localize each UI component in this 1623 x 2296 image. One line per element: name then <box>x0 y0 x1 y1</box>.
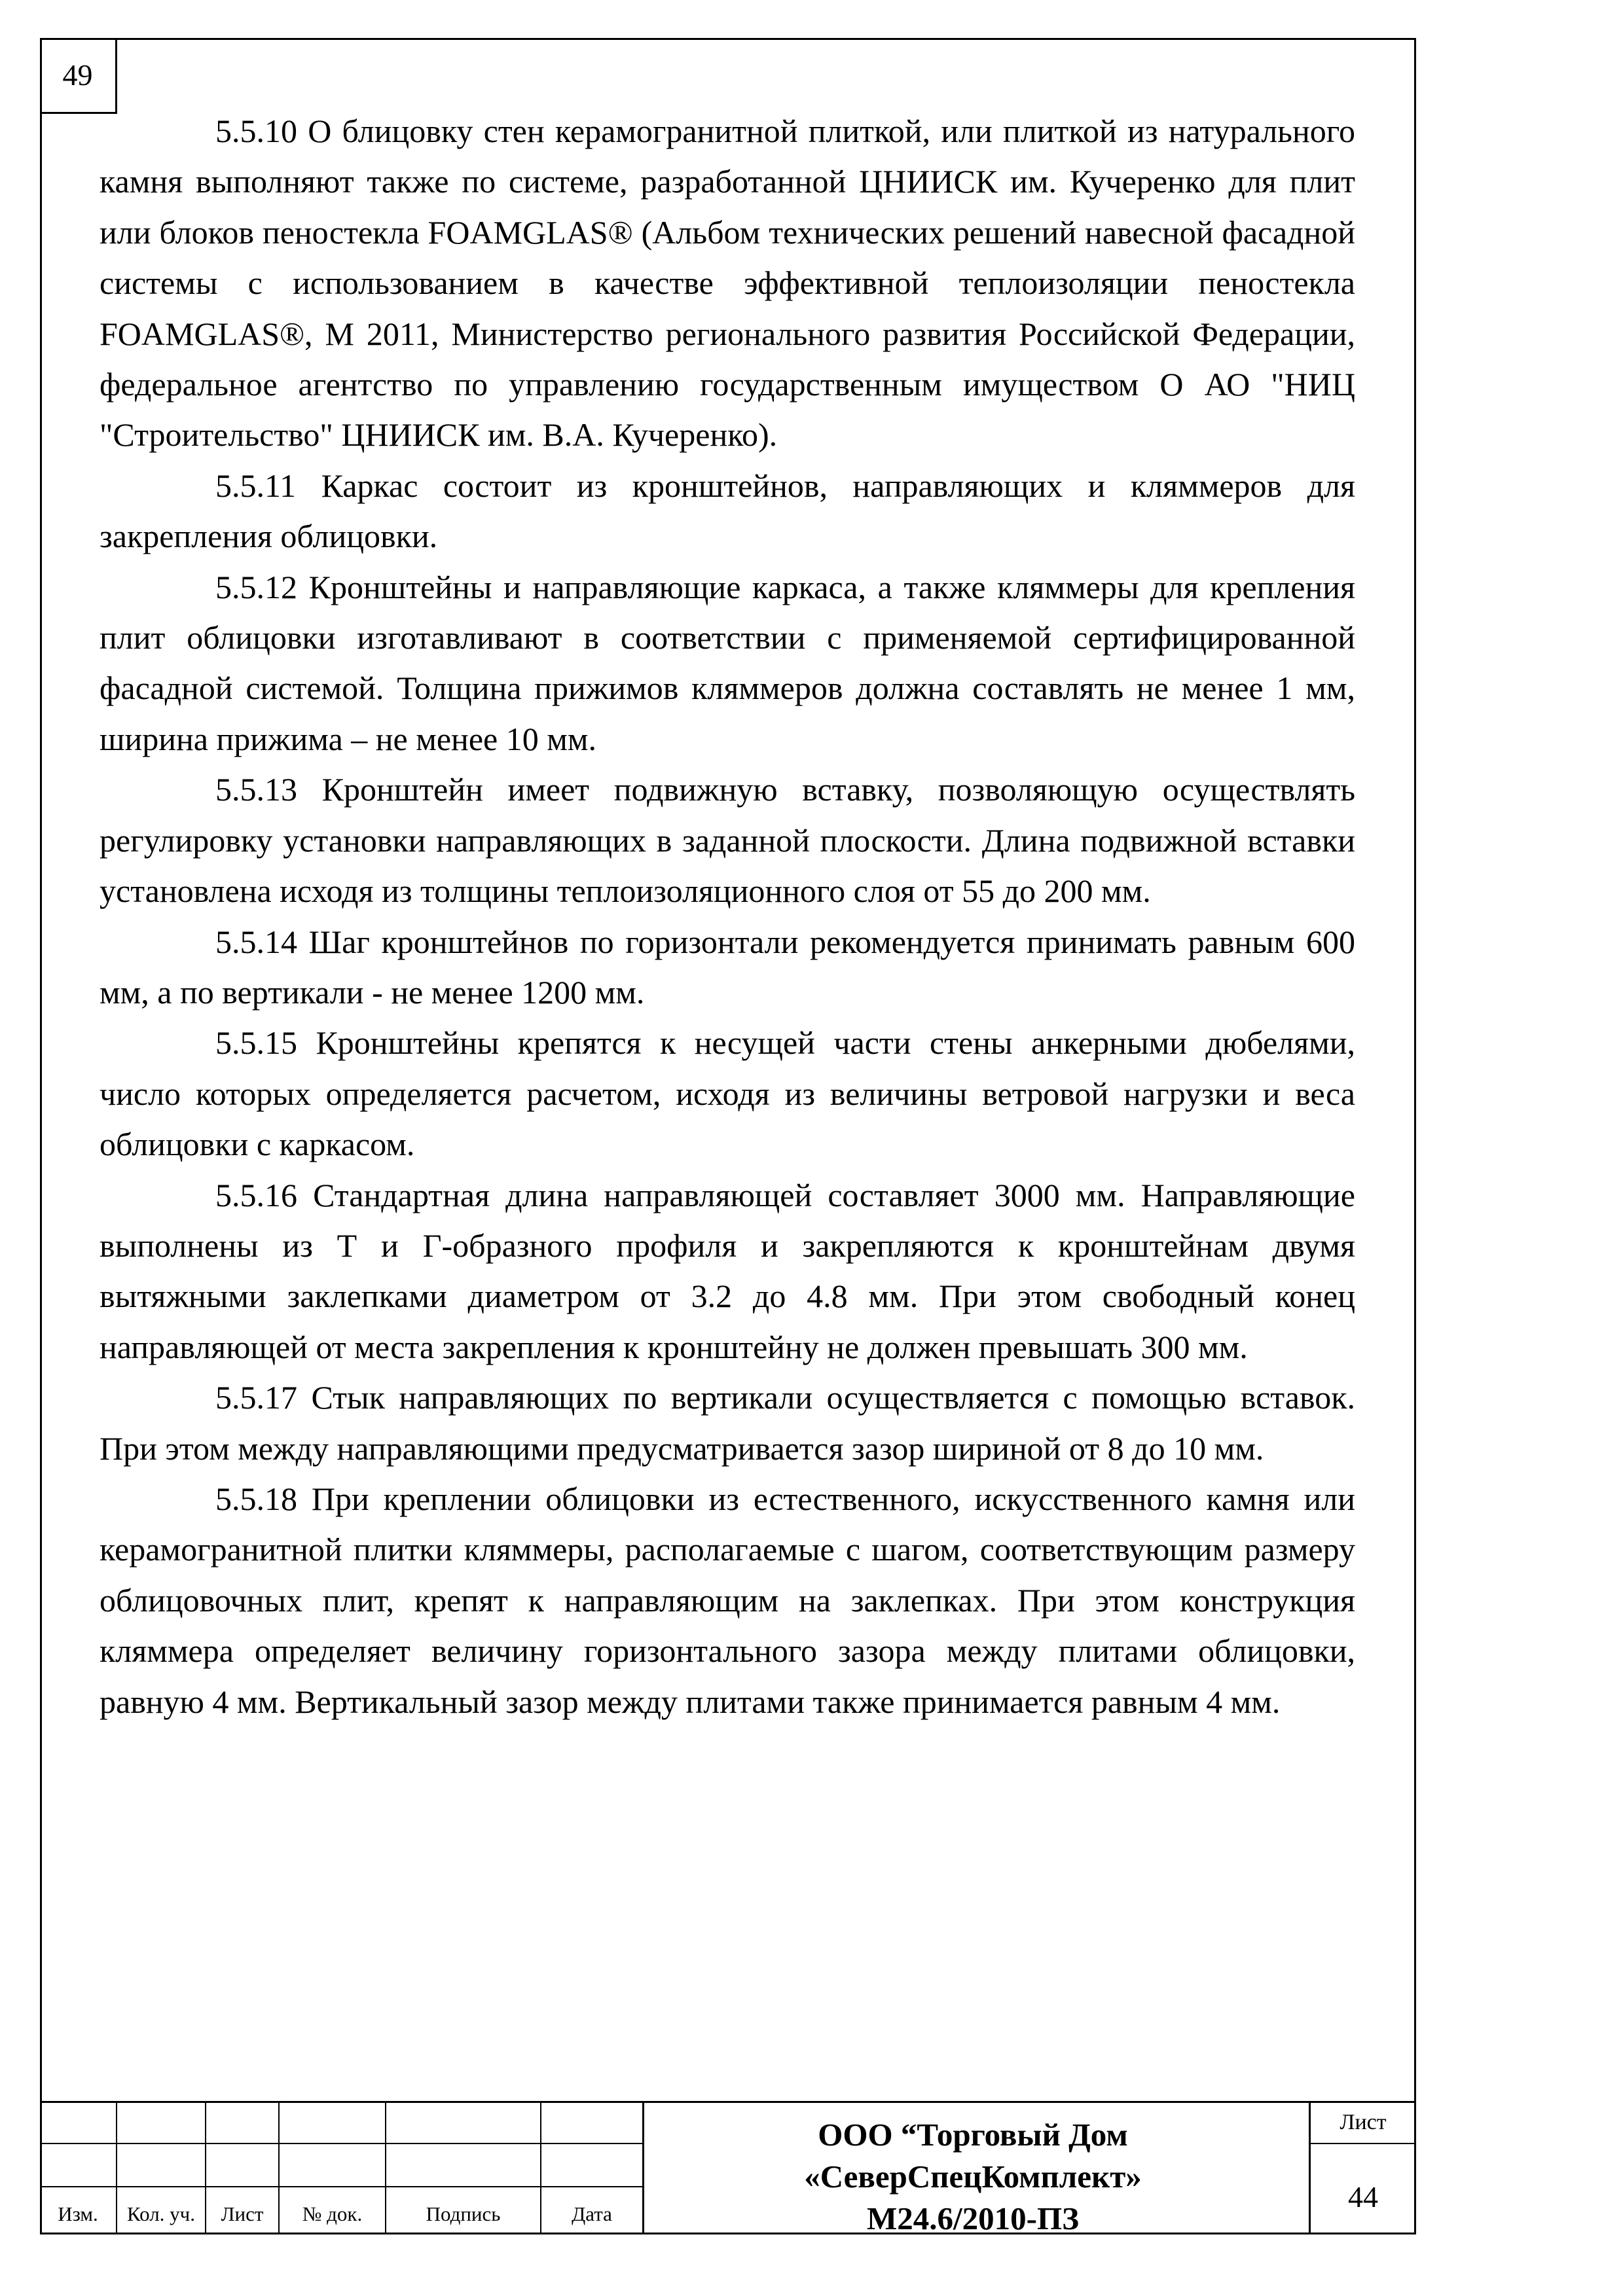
header-izm: Изм. <box>58 2202 98 2225</box>
header-list: Лист <box>221 2202 264 2225</box>
organization-name <box>642 2114 1304 2240</box>
page-marker: 49 <box>40 38 117 114</box>
organization-line-1: ООО “Торговый Дом <box>818 2117 1128 2153</box>
title-block <box>40 2101 1416 2234</box>
paragraph-5-5-17: 5.5.17 Стык направляющих по вертикали осуществляется с помощью вставок. При этом между направляющими предусматривается зазор шириной от 8 до 10 мм. <box>100 1379 1355 1467</box>
paragraph-5-5-10: 5.5.10 О блицовку стен керамогранитной плиткой, или плиткой из натурального камня выполняют также по системе, разработанной ЦНИИСК им. Кучеренко для плит или блоков пеностекла FOAMGLAS® (Альбом технических решений навесной фасадной системы с использованием в качестве эффективной теплоизоляции пеностекла FOAMGLAS®, М 2011, Министерство регионального развития Российской Федерации, федеральное агентство по управлению государственным имуществом О АО "НИЦ "Строительство" ЦНИИСК им. В.А. Кучеренко). <box>100 113 1355 454</box>
paragraph-5-5-18: 5.5.18 При креплении облицовки из естественного, искусственного камня или керамогранитной плитки кляммеры, располагаемые с шагом, соответствующим размеру облицовочных плит, крепят к направляющим на заклепках. При этом конструкция кляммера определяет величину горизонтального зазора между плитами облицовки, равную 4 мм. Вертикальный зазор между плитами также принимается равным 4 мм. <box>100 1480 1355 1720</box>
sheet-number: 44 <box>1348 2180 1378 2214</box>
paragraph-5-5-15: 5.5.15 Кронштейны крепятся к несущей части стены анкерными дюбелями, число которых определяется расчетом, исходя из величины ветровой нагрузки и веса облицовки с каркасом. <box>100 1024 1355 1163</box>
paragraph-5-5-12: 5.5.12 Кронштейны и направляющие каркаса, а также кляммеры для крепления плит облицовки изготавливают в соответствии с применяемой сертифицированной фасадной системой. Толщина прижимов кляммеров должна составлять не менее 1 мм, ширина прижима – не менее 10 мм. <box>100 568 1355 757</box>
header-doc-number: № док. <box>302 2202 363 2225</box>
header-kol-uch: Кол. уч. <box>126 2202 196 2225</box>
header-date: Дата <box>572 2202 612 2225</box>
document-code: М24.6/2010-ПЗ <box>867 2200 1079 2236</box>
sheet-label: Лист <box>1340 2110 1387 2134</box>
header-signature: Подпись <box>426 2202 501 2225</box>
paragraph-5-5-13: 5.5.13 Кронштейн имеет подвижную вставку, позволяющую осуществлять регулировку установки направляющих в заданной плоскости. Длина подвижной вставки установлена исходя из толщины теплоизоляционного слоя от 55 до 200 мм. <box>100 771 1355 910</box>
title-block-row-line-2 <box>40 2186 642 2187</box>
title-block-row-line-1 <box>40 2143 642 2144</box>
paragraph-5-5-11: 5.5.11 Каркас состоит из кронштейнов, направляющих и кляммеров для закрепления облицовки. <box>100 467 1355 555</box>
title-block-sheet-divider <box>1310 2143 1416 2144</box>
document-body <box>100 106 1355 1727</box>
paragraph-5-5-14: 5.5.14 Шаг кронштейнов по горизонтали рекомендуется принимать равным 600 мм, а по вертикали - не менее 1200 мм. <box>100 923 1355 1011</box>
paragraph-5-5-16: 5.5.16 Стандартная длина направляющей составляет 3000 мм. Направляющие выполнены из Т и Г-образного профиля и закрепляются к кронштейнам двумя вытяжными заклепками диаметром от 3.2 до 4.8 мм. При этом свободный конец направляющей от места закрепления к кронштейну не должен превышать 300 мм. <box>100 1176 1355 1365</box>
organization-line-2: «СеверСпецКомплект» <box>804 2159 1142 2195</box>
title-block-top-border <box>40 2101 1416 2103</box>
